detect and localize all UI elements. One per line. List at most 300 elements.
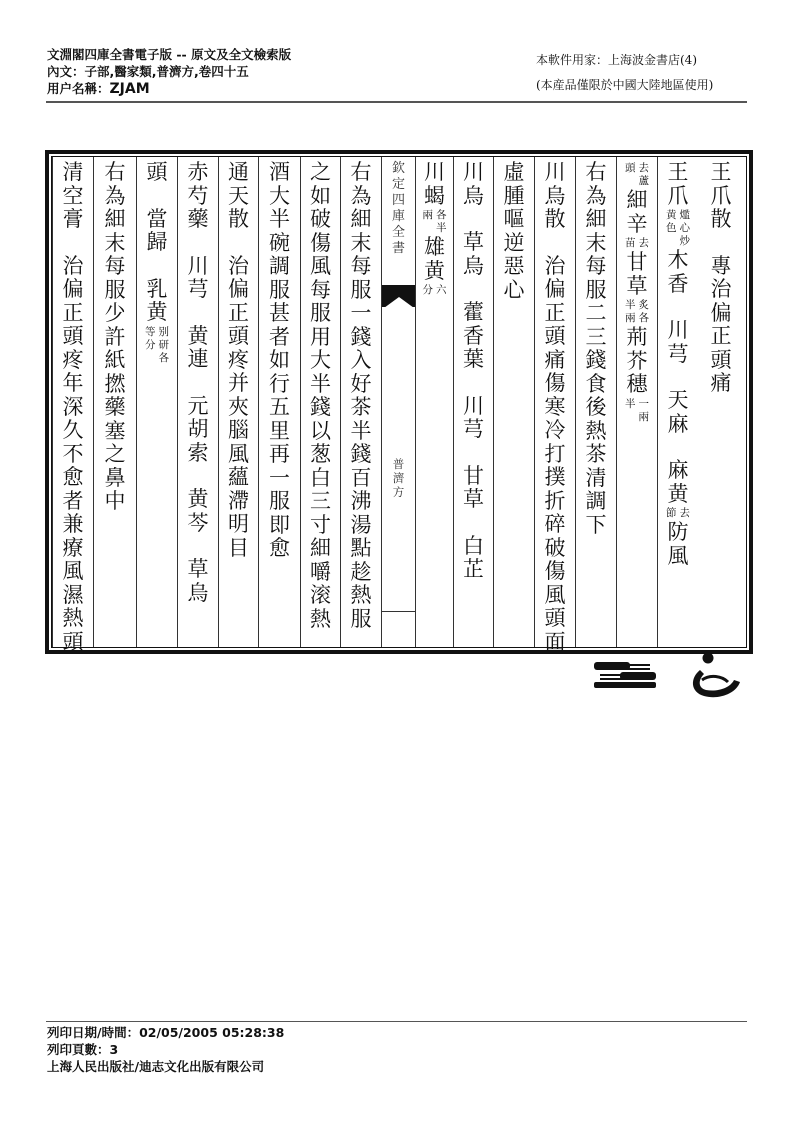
glyph: 塞 <box>104 418 126 443</box>
column-text <box>53 161 93 654</box>
glyph: 食 <box>585 371 607 396</box>
glyph: 三 <box>585 324 607 349</box>
glyph: 寒 <box>544 394 566 419</box>
glyph: 半 <box>436 222 447 234</box>
header-divider <box>46 101 747 103</box>
column-text <box>219 161 258 560</box>
text-segment <box>63 255 84 655</box>
glyph: 逆 <box>503 230 525 255</box>
text-segment <box>625 161 649 425</box>
glyph: 頭 <box>62 324 84 348</box>
glyph: 服 <box>269 277 290 302</box>
glyph: 去 <box>679 507 690 519</box>
annotation-note <box>625 299 649 325</box>
text-segment <box>269 161 290 561</box>
annotation-note <box>625 398 649 424</box>
glyph: 庫 <box>391 209 405 224</box>
app-title: 文淵閣四庫全書電子版 -- 原文及全文檢索版 <box>47 47 292 62</box>
annotation-note <box>666 209 690 248</box>
glyph: 荊 <box>626 325 648 349</box>
text-segment <box>228 255 249 561</box>
glyph: 心 <box>679 222 690 234</box>
text-column-c15 <box>93 157 136 647</box>
glyph: 茶 <box>350 395 372 419</box>
text-column-c7 <box>453 157 493 647</box>
glyph: 撚 <box>104 371 126 396</box>
glyph: 川 <box>187 253 209 278</box>
text-column-c14 <box>136 157 177 647</box>
column-text <box>617 161 657 425</box>
glyph: 中 <box>104 489 126 513</box>
glyph: 川 <box>424 160 445 184</box>
glyph: 點 <box>350 536 372 560</box>
glyph: 者 <box>269 324 290 349</box>
glyph: 并 <box>228 371 249 395</box>
column-text <box>535 161 575 654</box>
text-column-c10 <box>300 157 340 647</box>
glyph: 黄 <box>146 300 168 324</box>
glyph: 專 <box>710 253 732 278</box>
glyph: 好 <box>350 371 372 396</box>
glyph: 去 <box>638 237 649 249</box>
text-column-c11 <box>258 157 300 647</box>
glyph: 腦 <box>228 418 249 442</box>
glyph: 黄 <box>187 323 209 348</box>
glyph: 即 <box>269 512 290 537</box>
glyph: 冷 <box>544 418 566 442</box>
text-column-c3 <box>616 157 657 647</box>
glyph: 頭 <box>625 162 636 174</box>
glyph: 療 <box>62 535 84 560</box>
header-right <box>536 48 713 98</box>
glyph: 等 <box>145 325 156 338</box>
glyph: 色 <box>666 222 677 234</box>
glyph: 服 <box>585 277 607 302</box>
glyph: 元 <box>187 393 209 418</box>
page-grid <box>51 156 747 654</box>
username-label: 用户名稱： <box>47 81 110 96</box>
glyph: 痛 <box>710 371 732 395</box>
glyph: 芎 <box>667 341 689 366</box>
text-segment <box>668 319 689 366</box>
glyph: 節 <box>666 507 677 519</box>
glyph: 藿 <box>463 300 484 324</box>
glyph: 破 <box>310 207 331 231</box>
glyph: 芩 <box>187 510 209 535</box>
text-segment <box>586 161 607 537</box>
glyph: 大 <box>269 183 290 208</box>
glyph: 沸 <box>350 489 372 513</box>
text-segment <box>666 459 690 568</box>
glyph: 鼻 <box>104 465 126 490</box>
glyph: 折 <box>544 488 566 513</box>
glyph: 葉 <box>463 347 484 371</box>
text-segment <box>310 161 331 631</box>
glyph: 方 <box>392 485 405 499</box>
text-column-c8 <box>415 157 453 647</box>
glyph: 愈 <box>269 536 290 560</box>
glyph: 散 <box>544 207 566 231</box>
glyph: 爁 <box>679 209 690 221</box>
text-segment <box>504 161 525 302</box>
page-frame <box>45 150 753 654</box>
banxin-divider <box>382 611 415 612</box>
text-segment <box>351 161 372 631</box>
annotation-note <box>666 507 690 520</box>
text-segment <box>147 208 168 255</box>
text-segment <box>145 278 169 366</box>
glyph: 芷 <box>463 557 484 581</box>
footer-divider <box>46 1021 747 1022</box>
glyph: 撲 <box>544 465 566 489</box>
text-column-c2 <box>657 157 698 647</box>
glyph: 為 <box>585 183 607 208</box>
glyph: 白 <box>463 533 484 558</box>
glyph: 一 <box>269 465 290 490</box>
column-text <box>341 161 381 631</box>
glyph: 如 <box>310 183 331 208</box>
glyph: 白 <box>310 465 331 490</box>
publisher: 上海人民出版社/迪志文化出版有限公司 <box>47 1059 265 1074</box>
glyph: 半 <box>625 397 636 410</box>
glyph: 細 <box>350 207 372 231</box>
glyph: 川 <box>463 160 484 184</box>
print-pages: 列印頁數：3 <box>47 1042 119 1057</box>
username-line <box>47 80 291 98</box>
glyph: 每 <box>310 277 331 302</box>
glyph: 錢 <box>585 348 607 372</box>
glyph: 趁 <box>350 559 372 584</box>
annotation-note <box>423 284 447 297</box>
glyph: 苗 <box>625 237 636 249</box>
glyph: 偏 <box>710 300 732 325</box>
text-segment <box>463 465 484 512</box>
glyph: 之 <box>104 442 126 466</box>
glyph: 黄 <box>424 258 445 283</box>
glyph: 赤 <box>187 160 209 184</box>
glyph: 各 <box>158 351 169 364</box>
text-segment <box>188 395 209 466</box>
glyph: 調 <box>585 489 607 513</box>
annotation-note <box>145 326 169 365</box>
glyph: 藥 <box>104 395 126 419</box>
text-segment <box>545 255 566 655</box>
glyph: 芍 <box>187 183 209 208</box>
glyph: 碗 <box>269 230 290 255</box>
glyph: 酒 <box>269 160 290 184</box>
text-column-c12 <box>218 157 258 647</box>
glyph: 防 <box>667 520 689 544</box>
glyph: 清 <box>585 465 607 490</box>
glyph: 散 <box>710 207 732 231</box>
glyph: 風 <box>544 582 566 607</box>
glyph: 正 <box>710 324 732 348</box>
text-segment <box>188 488 209 535</box>
glyph: 頭 <box>228 324 249 348</box>
glyph: 兩 <box>625 312 636 324</box>
glyph: 偏 <box>544 277 566 301</box>
fishtail-mark-icon <box>382 285 415 307</box>
glyph: 許 <box>104 324 126 349</box>
glyph: 川 <box>463 393 484 418</box>
text-column-c13 <box>177 157 218 647</box>
glyph: 錢 <box>310 395 331 419</box>
glyph: 普 <box>392 457 405 471</box>
text-segment <box>463 395 484 442</box>
glyph: 湯 <box>350 512 372 537</box>
column-text <box>698 161 744 396</box>
text-column-c6 <box>493 157 534 647</box>
glyph: 别 <box>158 325 169 338</box>
glyph: 索 <box>187 440 209 465</box>
glyph: 目 <box>228 535 249 560</box>
glyph: 蘊 <box>228 465 249 489</box>
glyph: 如 <box>269 348 290 372</box>
glyph: 大 <box>310 348 331 372</box>
glyph: 芎 <box>187 277 209 301</box>
glyph: 每 <box>104 254 126 278</box>
glyph: 甘 <box>626 250 648 274</box>
glyph: 王 <box>710 160 732 184</box>
text-segment <box>188 558 209 605</box>
glyph: 深 <box>62 394 84 419</box>
glyph: 黄 <box>667 481 689 506</box>
glyph: 四 <box>391 193 405 208</box>
glyph: 愈 <box>62 465 84 489</box>
glyph: 行 <box>269 371 290 396</box>
banxin-book-title <box>382 457 415 499</box>
glyph: 木 <box>667 248 689 272</box>
glyph: 茶 <box>585 442 607 466</box>
glyph: 通 <box>228 160 249 184</box>
glyph: 右 <box>585 160 607 184</box>
glyph: 疼 <box>228 347 249 372</box>
glyph: 末 <box>104 230 126 255</box>
glyph: 破 <box>544 535 566 560</box>
glyph: 清 <box>62 160 84 184</box>
glyph: 草 <box>463 230 484 254</box>
text-segment <box>463 161 484 208</box>
glyph: 定 <box>391 177 405 192</box>
glyph: 麻 <box>667 458 689 482</box>
text-segment <box>147 161 168 185</box>
glyph: 王 <box>667 160 689 184</box>
text-segment <box>545 161 566 232</box>
glyph: 錢 <box>350 324 372 349</box>
glyph: 一 <box>638 397 649 410</box>
glyph: 炒 <box>679 235 690 247</box>
column-text <box>454 161 493 582</box>
glyph: 調 <box>269 254 290 278</box>
glyph: 之 <box>310 160 331 184</box>
glyph: 分 <box>422 284 433 296</box>
glyph: 空 <box>62 183 84 208</box>
glyph: 爪 <box>667 183 689 208</box>
glyph: 甚 <box>269 301 290 325</box>
glyph: 辛 <box>626 211 648 236</box>
glyph: 風 <box>228 441 249 466</box>
glyph: 細 <box>104 207 126 231</box>
glyph: 每 <box>585 254 607 278</box>
glyph: 服 <box>310 301 331 325</box>
glyph: 頭 <box>62 629 84 654</box>
glyph: 香 <box>463 323 484 348</box>
glyph: 黄 <box>666 209 677 221</box>
glyph: 熱 <box>62 606 84 630</box>
glyph: 服 <box>269 489 290 513</box>
glyph: 正 <box>544 300 566 325</box>
glyph: 嚼 <box>310 559 331 584</box>
glyph: 芎 <box>463 417 484 441</box>
text-segment <box>463 301 484 372</box>
glyph: 久 <box>62 418 84 442</box>
column-text <box>137 161 177 366</box>
glyph: 黄 <box>187 487 209 511</box>
text-segment <box>711 255 732 396</box>
glyph: 治 <box>228 253 249 278</box>
glyph: 二 <box>585 301 607 325</box>
glyph: 細 <box>310 536 331 560</box>
glyph: 頭 <box>710 347 732 372</box>
glyph: 甘 <box>463 463 484 488</box>
glyph: 為 <box>350 183 372 208</box>
glyph: 五 <box>269 395 290 419</box>
glyph: 濕 <box>62 582 84 607</box>
glyph: 右 <box>104 160 126 184</box>
glyph: 半 <box>350 418 372 443</box>
text-column-c16 <box>52 157 93 654</box>
content-path: 內文：子部,醫家類,普濟方,卷四十五 <box>47 64 249 79</box>
dizhi-logo-icon <box>686 652 746 706</box>
glyph: 烏 <box>463 253 484 278</box>
text-segment <box>463 231 484 278</box>
footer <box>47 1024 284 1075</box>
glyph: 乳 <box>146 276 168 301</box>
glyph: 偏 <box>62 277 84 301</box>
username: ZJAM <box>109 81 150 97</box>
glyph: 分 <box>145 338 156 351</box>
glyph: 雄 <box>424 235 445 259</box>
text-segment <box>105 161 126 514</box>
glyph: 為 <box>104 183 126 208</box>
column-text <box>259 161 300 561</box>
glyph: 服 <box>104 277 126 302</box>
glyph: 風 <box>62 559 84 583</box>
glyph: 天 <box>667 388 689 412</box>
glyph: 散 <box>228 207 249 231</box>
glyph: 少 <box>104 301 126 325</box>
glyph: 膏 <box>62 207 84 231</box>
glyph: 下 <box>585 512 607 537</box>
glyph: 里 <box>269 418 290 443</box>
glyph: 天 <box>228 183 249 208</box>
header-left <box>47 46 291 98</box>
licensee: 本軟件用家：上海波金書店(4) <box>536 53 697 67</box>
text-column-c1 <box>698 157 744 647</box>
column-text <box>416 161 453 298</box>
glyph: 正 <box>228 300 249 325</box>
glyph: 烏 <box>187 580 209 605</box>
glyph: 打 <box>544 441 566 466</box>
glyph: 麻 <box>667 411 689 436</box>
glyph: 疼 <box>62 347 84 372</box>
glyph: 烏 <box>463 183 484 208</box>
glyph: 末 <box>350 230 372 255</box>
glyph: 治 <box>710 277 732 301</box>
glyph: 面 <box>544 629 566 654</box>
glyph: 草 <box>187 557 209 581</box>
glyph: 草 <box>463 487 484 511</box>
glyph: 各 <box>436 209 447 221</box>
glyph: 細 <box>585 207 607 231</box>
banxin-title <box>382 161 415 257</box>
annotation-note <box>625 237 649 250</box>
glyph: 再 <box>269 442 290 466</box>
glyph: 兩 <box>638 410 649 423</box>
glyph: 去 <box>638 162 649 174</box>
glyph: 虛 <box>503 160 525 184</box>
glyph: 一 <box>350 301 372 325</box>
column-text <box>658 161 698 568</box>
glyph: 三 <box>310 489 331 513</box>
glyph: 連 <box>187 347 209 371</box>
glyph: 書 <box>391 241 405 256</box>
glyph: 風 <box>667 543 689 568</box>
column-text <box>178 161 218 605</box>
glyph: 熱 <box>585 418 607 443</box>
annotation-note <box>625 162 649 188</box>
text-segment <box>188 255 209 302</box>
glyph: 惡 <box>503 254 525 278</box>
glyph: 爪 <box>710 183 732 208</box>
glyph: 嘔 <box>503 207 525 231</box>
glyph: 蝎 <box>424 183 445 208</box>
glyph: 錢 <box>350 442 372 466</box>
glyph: 紙 <box>104 348 126 372</box>
glyph: 熱 <box>350 583 372 607</box>
glyph: 穗 <box>626 372 648 396</box>
glyph: 歸 <box>146 230 168 254</box>
glyph: 每 <box>350 254 372 278</box>
glyph: 者 <box>62 488 84 513</box>
glyph: 偏 <box>228 277 249 301</box>
glyph: 當 <box>146 206 168 231</box>
glyph: 兼 <box>62 512 84 536</box>
glyph: 熱 <box>310 606 331 631</box>
text-segment <box>668 389 689 436</box>
glyph: 滚 <box>310 583 331 607</box>
glyph: 半 <box>310 371 331 396</box>
column-text <box>494 161 534 302</box>
glyph: 半 <box>269 207 290 231</box>
glyph: 正 <box>62 300 84 325</box>
glyph: 川 <box>544 160 566 184</box>
text-segment <box>423 161 447 298</box>
text-column-c4 <box>575 157 616 647</box>
text-segment <box>228 161 249 232</box>
text-column-c9 <box>340 157 381 647</box>
glyph: 碎 <box>544 512 566 536</box>
glyph: 滯 <box>228 488 249 513</box>
text-segment <box>188 325 209 372</box>
glyph: 用 <box>310 324 331 349</box>
glyph: 細 <box>626 188 648 212</box>
column-text <box>576 161 616 537</box>
glyph: 濟 <box>392 471 405 485</box>
glyph: 藥 <box>187 207 209 231</box>
glyph: 痛 <box>544 347 566 372</box>
glyph: 服 <box>350 277 372 302</box>
